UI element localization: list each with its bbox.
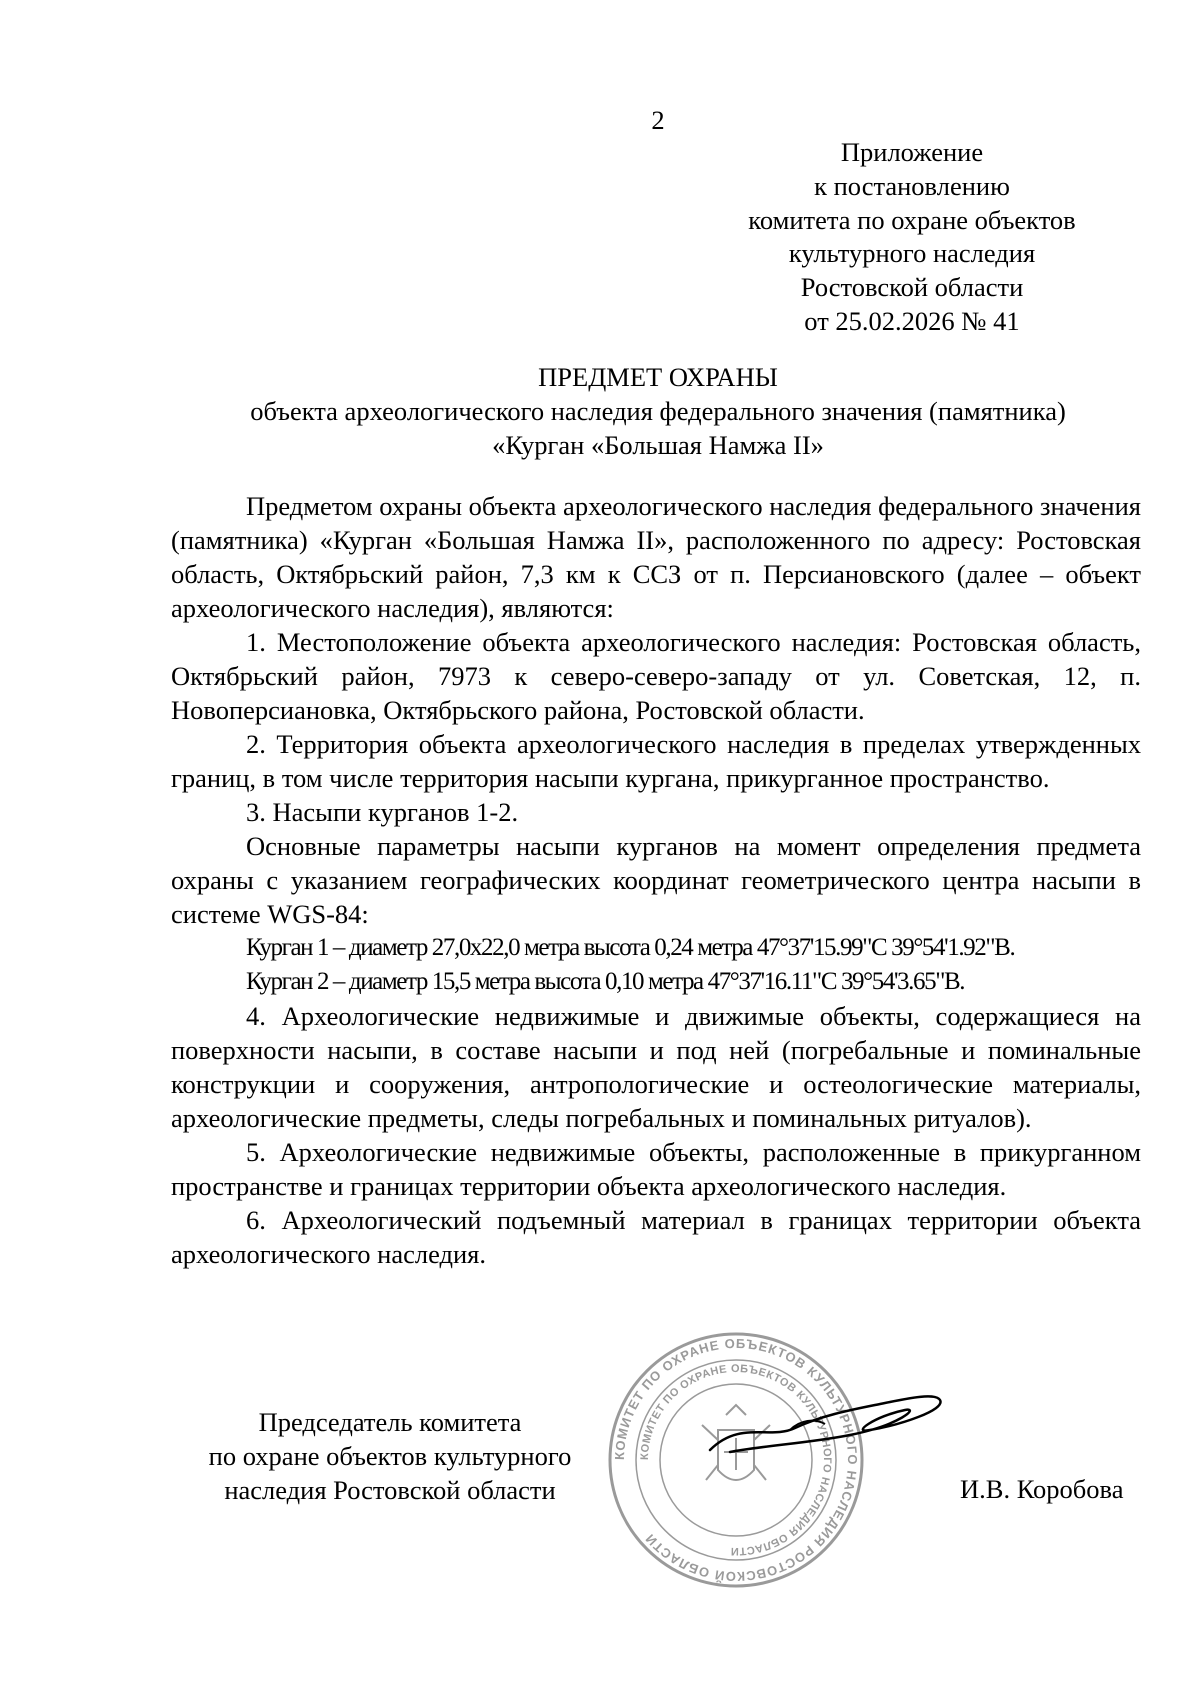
kurgan-2-parameters: Курган 2 – диаметр 15,5 метра высота 0,10 метра 47°37'16.11"С 39°54'3.65"В. xyxy=(246,968,965,995)
document-title xyxy=(0,360,1200,462)
signer-position xyxy=(190,1405,590,1507)
item-3-mounds: 3. Насыпи курганов 1-2. xyxy=(246,797,519,827)
title-object-name: «Курган «Большая Намжа II» xyxy=(492,430,824,460)
appendix-line: Приложение xyxy=(840,137,984,167)
page-number: 2 xyxy=(651,105,665,135)
appendix-line: Ростовской области xyxy=(800,272,1024,303)
document-body xyxy=(171,489,1141,1271)
handwritten-signature xyxy=(700,1380,950,1460)
kurgan-1-parameters: Курган 1 – диаметр 27,0х22,0 метра высота 0,24 метра 47°37'15.99"С 39°54'1.92"В. xyxy=(246,934,1015,961)
appendix-line: к постановлению xyxy=(814,170,1010,201)
item-1-location: 1. Местоположение объекта археологического наследия: Ростовская область, Октябрьский район, 7973 к северо-северо-западу от ул. Советская, 12, п. Новоперсиановка, Октябрьского района, Ростовской области. xyxy=(171,627,1141,725)
parameters-paragraph: Основные параметры насыпи курганов на момент определения предмета охраны с указанием географических координат геометрического центра насыпи в системе WGS-84: xyxy=(171,831,1141,929)
title-subtitle: объекта археологического наследия федерального значения (памятника) xyxy=(250,396,1066,426)
appendix-line: комитета по охране объектов xyxy=(748,204,1076,235)
signer-position-line: Председатель комитета xyxy=(258,1407,522,1437)
signer-position-line: по охране объектов культурного xyxy=(208,1441,572,1471)
item-4-objects: 4. Археологические недвижимые и движимые объекты, содержащиеся на поверхности насыпи, в составе насыпи и под ней (погребальные и поминальные конструкции и сооружения, антропологические и остеологические материалы, археологические предметы, следы погребальных и поминальных ритуалов). xyxy=(171,1001,1141,1133)
svg-text:КОМИТЕТ ПО ОХРАНЕ ОБЪЕКТОВ КУЛ: КОМИТЕТ ПО ОХРАНЕ ОБЪЕКТОВ КУЛЬТУРНОГО НАСЛЕДИЯ РОСТОВСКОЙ ОБЛАСТИ xyxy=(611,1335,861,1585)
item-5-objects: 5. Археологические недвижимые объекты, расположенные в прикурганном пространстве и границах территории объекта археологического наследия. xyxy=(171,1137,1141,1201)
appendix-line: культурного наследия xyxy=(788,238,1036,269)
signer-position-line: наследия Ростовской области xyxy=(224,1475,556,1505)
signer-name: И.В. Коробова xyxy=(960,1474,1124,1504)
item-2-territory: 2. Территория объекта археологического наследия в пределах утвержденных границ, в том числе территория насыпи кургана, прикурганное пространство. xyxy=(171,729,1141,793)
appendix-date-number: от 25.02.2026 № 41 xyxy=(804,305,1020,336)
title-heading: ПРЕДМЕТ ОХРАНЫ xyxy=(538,362,778,392)
intro-paragraph: Предметом охраны объекта археологического наследия федерального значения (памятника) «Курган «Большая Намжа II», расположенного по адресу: Ростовская область, Октябрьский район, 7,3 км к ССЗ от п. Персиановского (далее – объект археологического наследия), являются: xyxy=(171,491,1141,623)
appendix-header xyxy=(712,136,1112,339)
item-6-material: 6. Археологический подъемный материал в границах территории объекта археологического наследия. xyxy=(171,1205,1141,1269)
official-seal xyxy=(606,1330,866,1590)
svg-text:КОМИТЕТ ПО ОХРАНЕ ОБЪЕКТОВ КУЛ: КОМИТЕТ ПО ОХРАНЕ ОБЪЕКТОВ КУЛЬТУРНОГО НАСЛЕДИЯ ОБЛАСТИ xyxy=(638,1362,834,1558)
